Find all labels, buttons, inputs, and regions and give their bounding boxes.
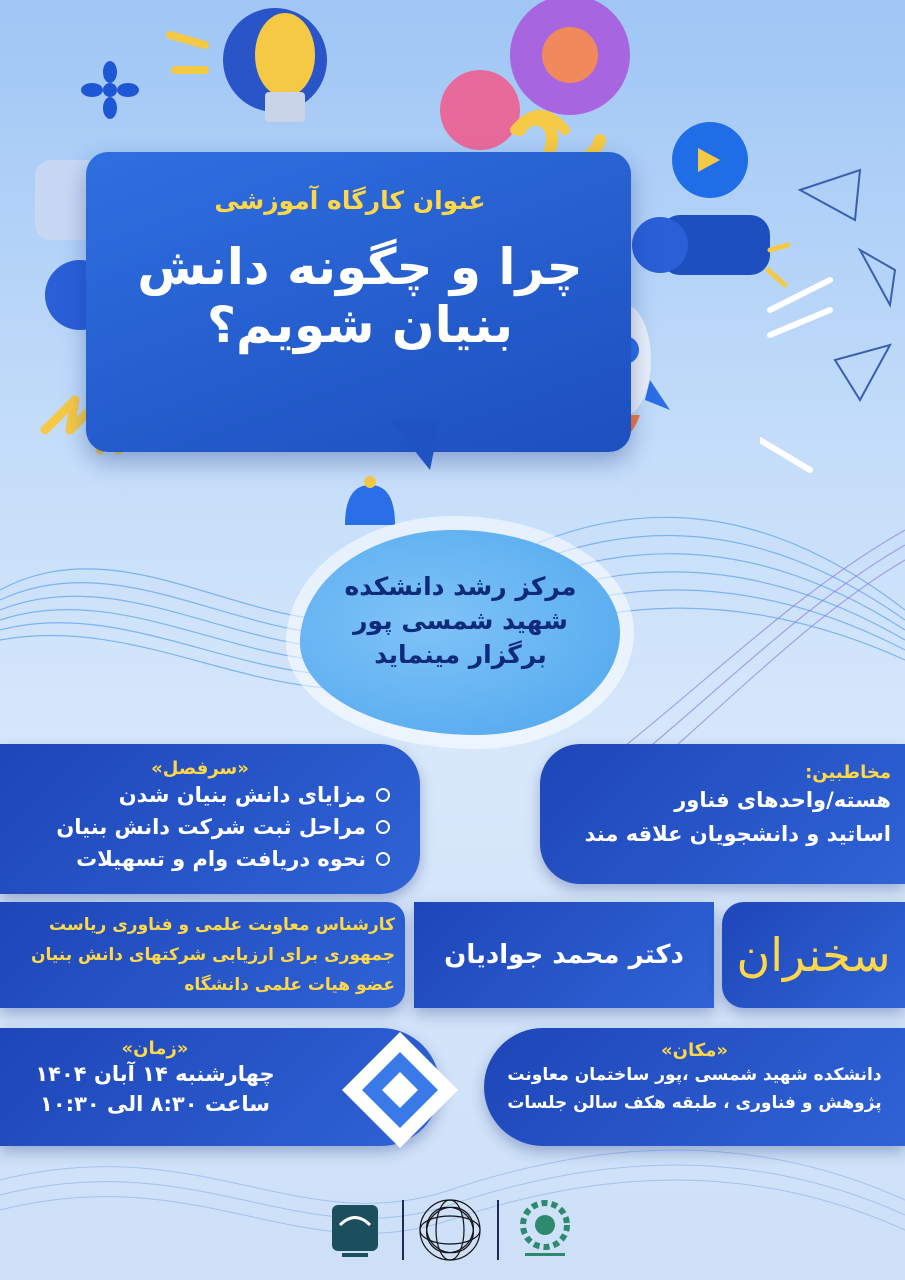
speaker-label: سخنران bbox=[722, 902, 905, 1008]
heading-item-label: نحوه دریافت وام و تسهیلات bbox=[76, 847, 366, 871]
diamond-icon bbox=[340, 1030, 460, 1150]
place-card bbox=[484, 1028, 905, 1146]
bullet-icon bbox=[376, 820, 390, 834]
time-date: چهارشنبه ۱۴ آبان ۱۴۰۴ bbox=[35, 1062, 275, 1086]
time-title: «زمان» bbox=[121, 1038, 189, 1059]
audience-card bbox=[540, 744, 905, 884]
headings-title: «سرفصل» bbox=[151, 758, 249, 779]
incubator-logo bbox=[415, 1195, 485, 1265]
heading-item bbox=[10, 811, 390, 843]
lightbulb-icon bbox=[160, 0, 360, 150]
place-line-1: دانشکده شهید شمسی ،پور ساختمان معاونت bbox=[507, 1065, 882, 1085]
bullet-icon bbox=[376, 852, 390, 866]
workshop-subtitle: عنوان کارگاه آموزشی bbox=[214, 186, 486, 215]
organizer-line-3: برگزار مینماید bbox=[374, 640, 547, 669]
bullet-icon bbox=[376, 788, 390, 802]
bell-icon bbox=[330, 470, 410, 540]
heading-item bbox=[10, 843, 390, 875]
workshop-title bbox=[110, 238, 610, 354]
audience-title: مخاطبین: bbox=[805, 762, 891, 783]
asterisk-icon bbox=[80, 60, 140, 120]
logo-separator bbox=[402, 1200, 404, 1260]
heading-item bbox=[10, 779, 390, 811]
logo-separator bbox=[497, 1200, 499, 1260]
credential-line-2: جمهوری برای ارزیابی شرکتهای دانش بنیان bbox=[30, 945, 395, 965]
title-line-2: بنیان شویم؟ bbox=[207, 296, 513, 354]
organizer-line-1: مرکز رشد دانشکده bbox=[344, 572, 577, 601]
place-title: «مکان» bbox=[661, 1040, 728, 1061]
bubble-tail bbox=[390, 420, 440, 470]
credential-line-3: عضو هیات علمی دانشگاه bbox=[184, 975, 395, 995]
title-line-1: چرا و چگونه دانش bbox=[137, 238, 583, 296]
audience-line-2: اساتید و دانشجویان علاقه مند bbox=[584, 822, 891, 846]
organizer-line-2: شهید شمسی پور bbox=[353, 606, 568, 635]
university-logo bbox=[320, 1195, 390, 1265]
megaphone-icon bbox=[620, 120, 790, 310]
organizer-text bbox=[318, 570, 603, 672]
heading-item-label: مزایای دانش بنیان شدن bbox=[118, 783, 366, 807]
heading-item-label: مراحل ثبت شرکت دانش بنیان bbox=[56, 815, 366, 839]
time-hours: ساعت ۸:۳۰ الی ۱۰:۳۰ bbox=[40, 1092, 270, 1116]
headings-card bbox=[0, 744, 420, 894]
audience-line-1: هسته/واحدهای فناور bbox=[674, 788, 891, 812]
place-line-2: پژوهش و فناوری ، طبقه هکف سالن جلسات bbox=[507, 1093, 882, 1113]
research-logo bbox=[510, 1195, 580, 1265]
credential-line-1: کارشناس معاونت علمی و فناوری ریاست bbox=[49, 915, 395, 935]
speaker-name: دکتر محمد جوادیان bbox=[414, 902, 714, 1008]
speaker-credentials bbox=[0, 902, 405, 1008]
logos-row bbox=[320, 1190, 580, 1270]
